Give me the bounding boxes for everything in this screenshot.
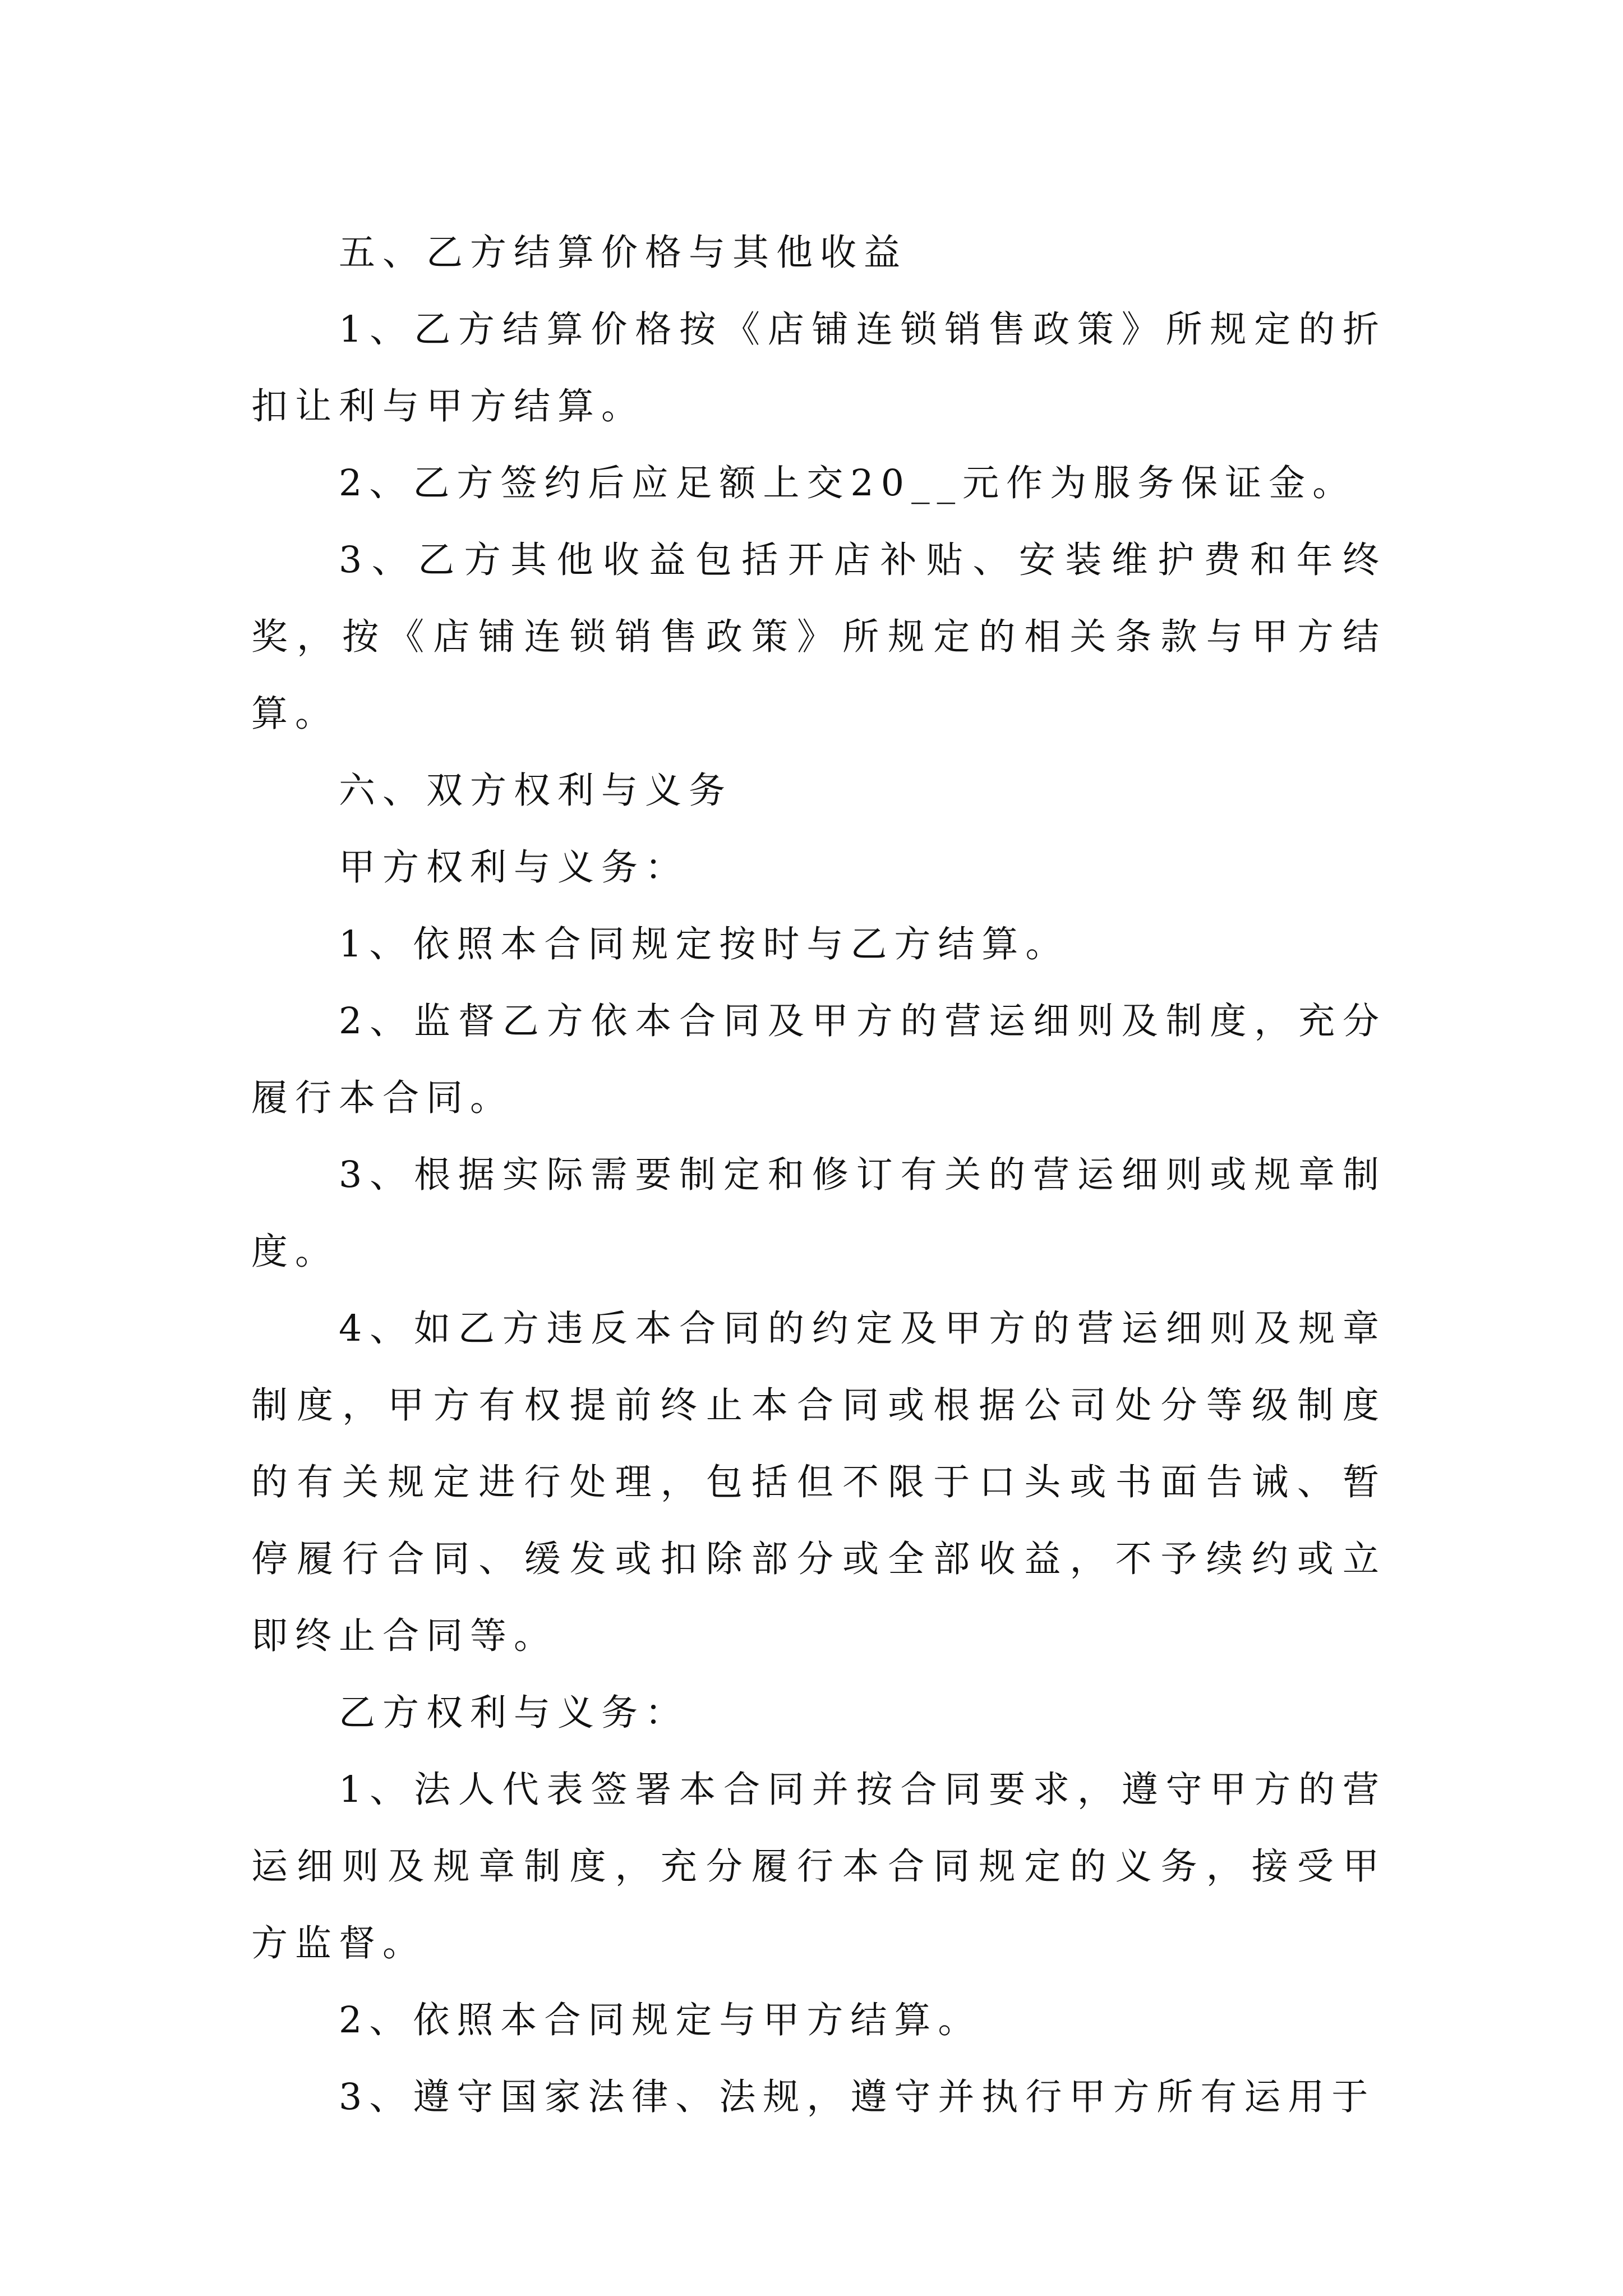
- paragraph: 3、根据实际需要制定和修订有关的营运细则或规章制度。: [251, 1154, 1386, 1273]
- subheading-party-b: 乙方权利与义务：: [339, 1692, 689, 1734]
- paragraph: 2、乙方签约后应足额上交20__元作为服务保证金。: [339, 462, 1357, 504]
- paragraph: 2、监督乙方依本合同及甲方的营运细则及制度，充分履行本合同。: [251, 1000, 1386, 1119]
- paragraph: 1、乙方结算价格按《店铺连锁销售政策》所规定的折扣让利与甲方结算。: [251, 309, 1386, 427]
- subheading-party-a: 甲方权利与义务：: [339, 846, 689, 889]
- document-body: [251, 214, 1386, 2136]
- paragraph: 3、乙方其他收益包括开店补贴、安装维护费和年终奖，按《店铺连锁销售政策》所规定的相关条款与甲方结算。: [251, 539, 1386, 735]
- section-heading-rights-obligations: 六、双方权利与义务: [339, 770, 733, 812]
- paragraph: 1、依照本合同规定按时与乙方结算。: [339, 923, 1069, 965]
- paragraph: 4、如乙方违反本合同的约定及甲方的营运细则及规章制度，甲方有权提前终止本合同或根据公司处分等级制度的有关规定进行处理，包括但不限于口头或书面告诫、暂停履行合同、缓发或扣除部分或全部收益，不予续约或立即终止合同等。: [251, 1308, 1386, 1657]
- section-heading-settlement: 五、乙方结算价格与其他收益: [339, 232, 908, 274]
- paragraph: 2、依照本合同规定与甲方结算。: [339, 1999, 982, 2041]
- paragraph: 3、遵守国家法律、法规，遵守并执行甲方所有运用于: [339, 2076, 1376, 2118]
- paragraph: 1、法人代表签署本合同并按合同要求，遵守甲方的营运细则及规章制度，充分履行本合同规定的义务，接受甲方监督。: [251, 1769, 1386, 1964]
